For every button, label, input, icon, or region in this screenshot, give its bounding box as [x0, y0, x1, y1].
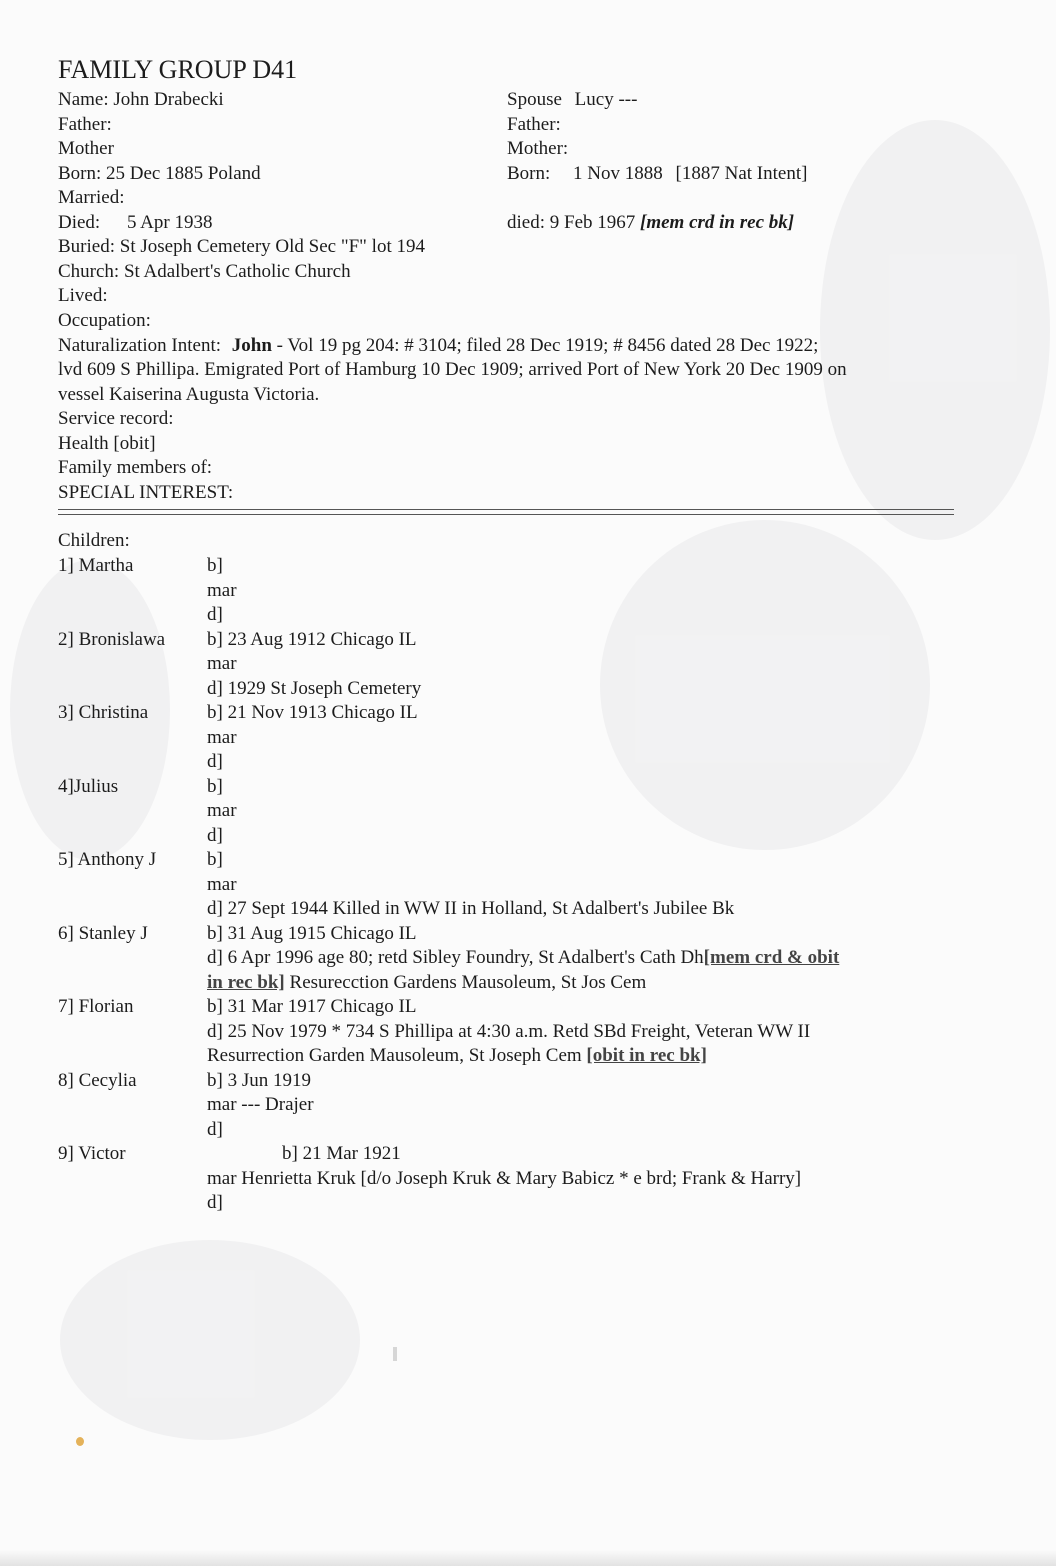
husband-lived-label: Lived: — [58, 285, 108, 306]
service-record-label: Service record: — [58, 408, 174, 429]
naturalization-line2: lvd 609 S Phillipa. Emigrated Port of Hamburg 10 Dec 1909; arrived Port of New York 20 Dec 1909 on — [58, 359, 847, 380]
husband-born-row — [58, 162, 261, 186]
naturalization-name: John — [231, 335, 272, 356]
scan-mark — [393, 1347, 397, 1361]
husband-church: St Adalbert's Catholic Church — [123, 261, 351, 282]
child-detail: d] — [207, 751, 223, 772]
spouse-died: 9 Feb 1967 — [549, 212, 636, 233]
scan-blotch — [600, 520, 930, 850]
died-label: Died: — [58, 212, 101, 233]
spouse-father-label: Father: — [507, 114, 561, 135]
section-divider — [58, 509, 954, 515]
husband-church-row — [58, 260, 351, 284]
child-detail: d] 27 Sept 1944 Killed in WW II in Holland, St Adalbert's Jubilee Bk — [207, 898, 735, 919]
child-detail: b] 3 Jun 1919 — [207, 1070, 311, 1091]
child-detail: d] 6 Apr 1996 age 80; retd Sibley Foundry, St Adalbert's Cath Dh — [207, 947, 704, 968]
children-label: Children: — [58, 530, 130, 551]
child-name: 1] Martha — [58, 555, 134, 576]
spouse-name: Lucy --- — [574, 89, 638, 110]
spouse-born-label: Born: — [507, 163, 551, 184]
stain-mark — [76, 1437, 84, 1446]
family-members-label: Family members of: — [58, 457, 213, 478]
born-label: Born: — [58, 163, 102, 184]
child-detail: b] 21 Mar 1921 — [282, 1143, 401, 1164]
husband-name: John Drabecki — [113, 89, 224, 110]
husband-buried-row — [58, 235, 425, 259]
child-detail-row — [207, 971, 646, 995]
record-note: [mem crd & obit — [703, 947, 840, 968]
child-detail: mar — [207, 727, 237, 748]
scan-blotch — [820, 120, 1050, 540]
child-name: 9] Victor — [58, 1143, 126, 1164]
naturalization-label: Naturalization Intent: — [58, 335, 222, 356]
child-detail: mar — [207, 800, 237, 821]
child-name: 3] Christina — [58, 702, 149, 723]
husband-mother-label: Mother — [58, 138, 114, 159]
child-detail: mar — [207, 580, 237, 601]
child-name: 6] Stanley J — [58, 923, 148, 944]
record-note: in rec bk] — [207, 972, 285, 993]
spouse-died-row — [507, 211, 794, 235]
spouse-died-label: died: — [507, 212, 545, 233]
spouse-died-note: [mem crd in rec bk] — [640, 212, 795, 233]
spouse-name-row — [507, 88, 637, 112]
child-detail: Resurrection Garden Mausoleum, St Joseph Cem — [207, 1045, 587, 1066]
child-name: 4]Julius — [58, 776, 119, 797]
child-detail: mar Henrietta Kruk [d/o Joseph Kruk & Mary Babicz * e brd; Frank & Harry] — [207, 1168, 802, 1189]
husband-name-row — [58, 88, 224, 112]
special-interest-label: SPECIAL INTEREST: — [58, 482, 234, 503]
spouse-born-note: [1887 Nat Intent] — [675, 163, 808, 184]
child-detail: mar — [207, 653, 237, 674]
child-detail: b] — [207, 555, 223, 576]
husband-died: 5 Apr 1938 — [126, 212, 213, 233]
child-detail: b] 23 Aug 1912 Chicago IL — [207, 629, 417, 650]
spouse-born-row — [507, 162, 807, 186]
child-detail: mar — [207, 874, 237, 895]
record-note: [obit in rec bk] — [586, 1045, 707, 1066]
husband-buried: St Joseph Cemetery Old Sec "F" lot 194 — [119, 236, 425, 257]
husband-died-row — [58, 211, 212, 235]
child-detail: d] — [207, 825, 223, 846]
child-detail: mar --- Drajer — [207, 1094, 314, 1115]
child-detail: b] — [207, 849, 223, 870]
husband-married-label: Married: — [58, 187, 125, 208]
husband-father-label: Father: — [58, 114, 112, 135]
spouse-mother-label: Mother: — [507, 138, 569, 159]
child-detail: d] — [207, 1119, 223, 1140]
child-detail: d] — [207, 604, 223, 625]
buried-label: Buried: — [58, 236, 115, 257]
page-edge — [0, 1550, 1056, 1566]
church-label: Church: — [58, 261, 120, 282]
scan-blotch — [60, 1240, 360, 1440]
child-detail: b] 31 Aug 1915 Chicago IL — [207, 923, 417, 944]
child-detail: d] — [207, 1192, 223, 1213]
naturalization-row — [58, 334, 818, 358]
child-name: 7] Florian — [58, 996, 134, 1017]
child-name: 8] Cecylia — [58, 1070, 137, 1091]
page-title: FAMILY GROUP D41 — [58, 55, 298, 84]
naturalization-line1: - Vol 19 pg 204: # 3104; filed 28 Dec 1919; # 8456 dated 28 Dec 1922; — [276, 335, 819, 356]
child-detail: b] 21 Nov 1913 Chicago IL — [207, 702, 418, 723]
child-detail: b] 31 Mar 1917 Chicago IL — [207, 996, 417, 1017]
spouse-born: 1 Nov 1888 — [573, 163, 663, 184]
naturalization-line3: vessel Kaiserina Augusta Victoria. — [58, 384, 320, 405]
husband-occupation-label: Occupation: — [58, 310, 151, 331]
child-detail-row — [207, 946, 839, 970]
child-detail-row — [207, 1044, 707, 1068]
child-name: 5] Anthony J — [58, 849, 157, 870]
child-name: 2] Bronislawa — [58, 629, 166, 650]
husband-born: 25 Dec 1885 Poland — [106, 163, 261, 184]
spouse-label: Spouse — [507, 89, 562, 110]
child-detail: d] 1929 St Joseph Cemetery — [207, 678, 422, 699]
health-label: Health [obit] — [58, 433, 156, 454]
child-detail: Resurecction Gardens Mausoleum, St Jos Cem — [289, 972, 647, 993]
name-label: Name: — [58, 89, 109, 110]
child-detail: d] 25 Nov 1979 * 734 S Phillipa at 4:30 a.m. Retd SBd Freight, Veteran WW II — [207, 1021, 811, 1042]
child-detail: b] — [207, 776, 223, 797]
